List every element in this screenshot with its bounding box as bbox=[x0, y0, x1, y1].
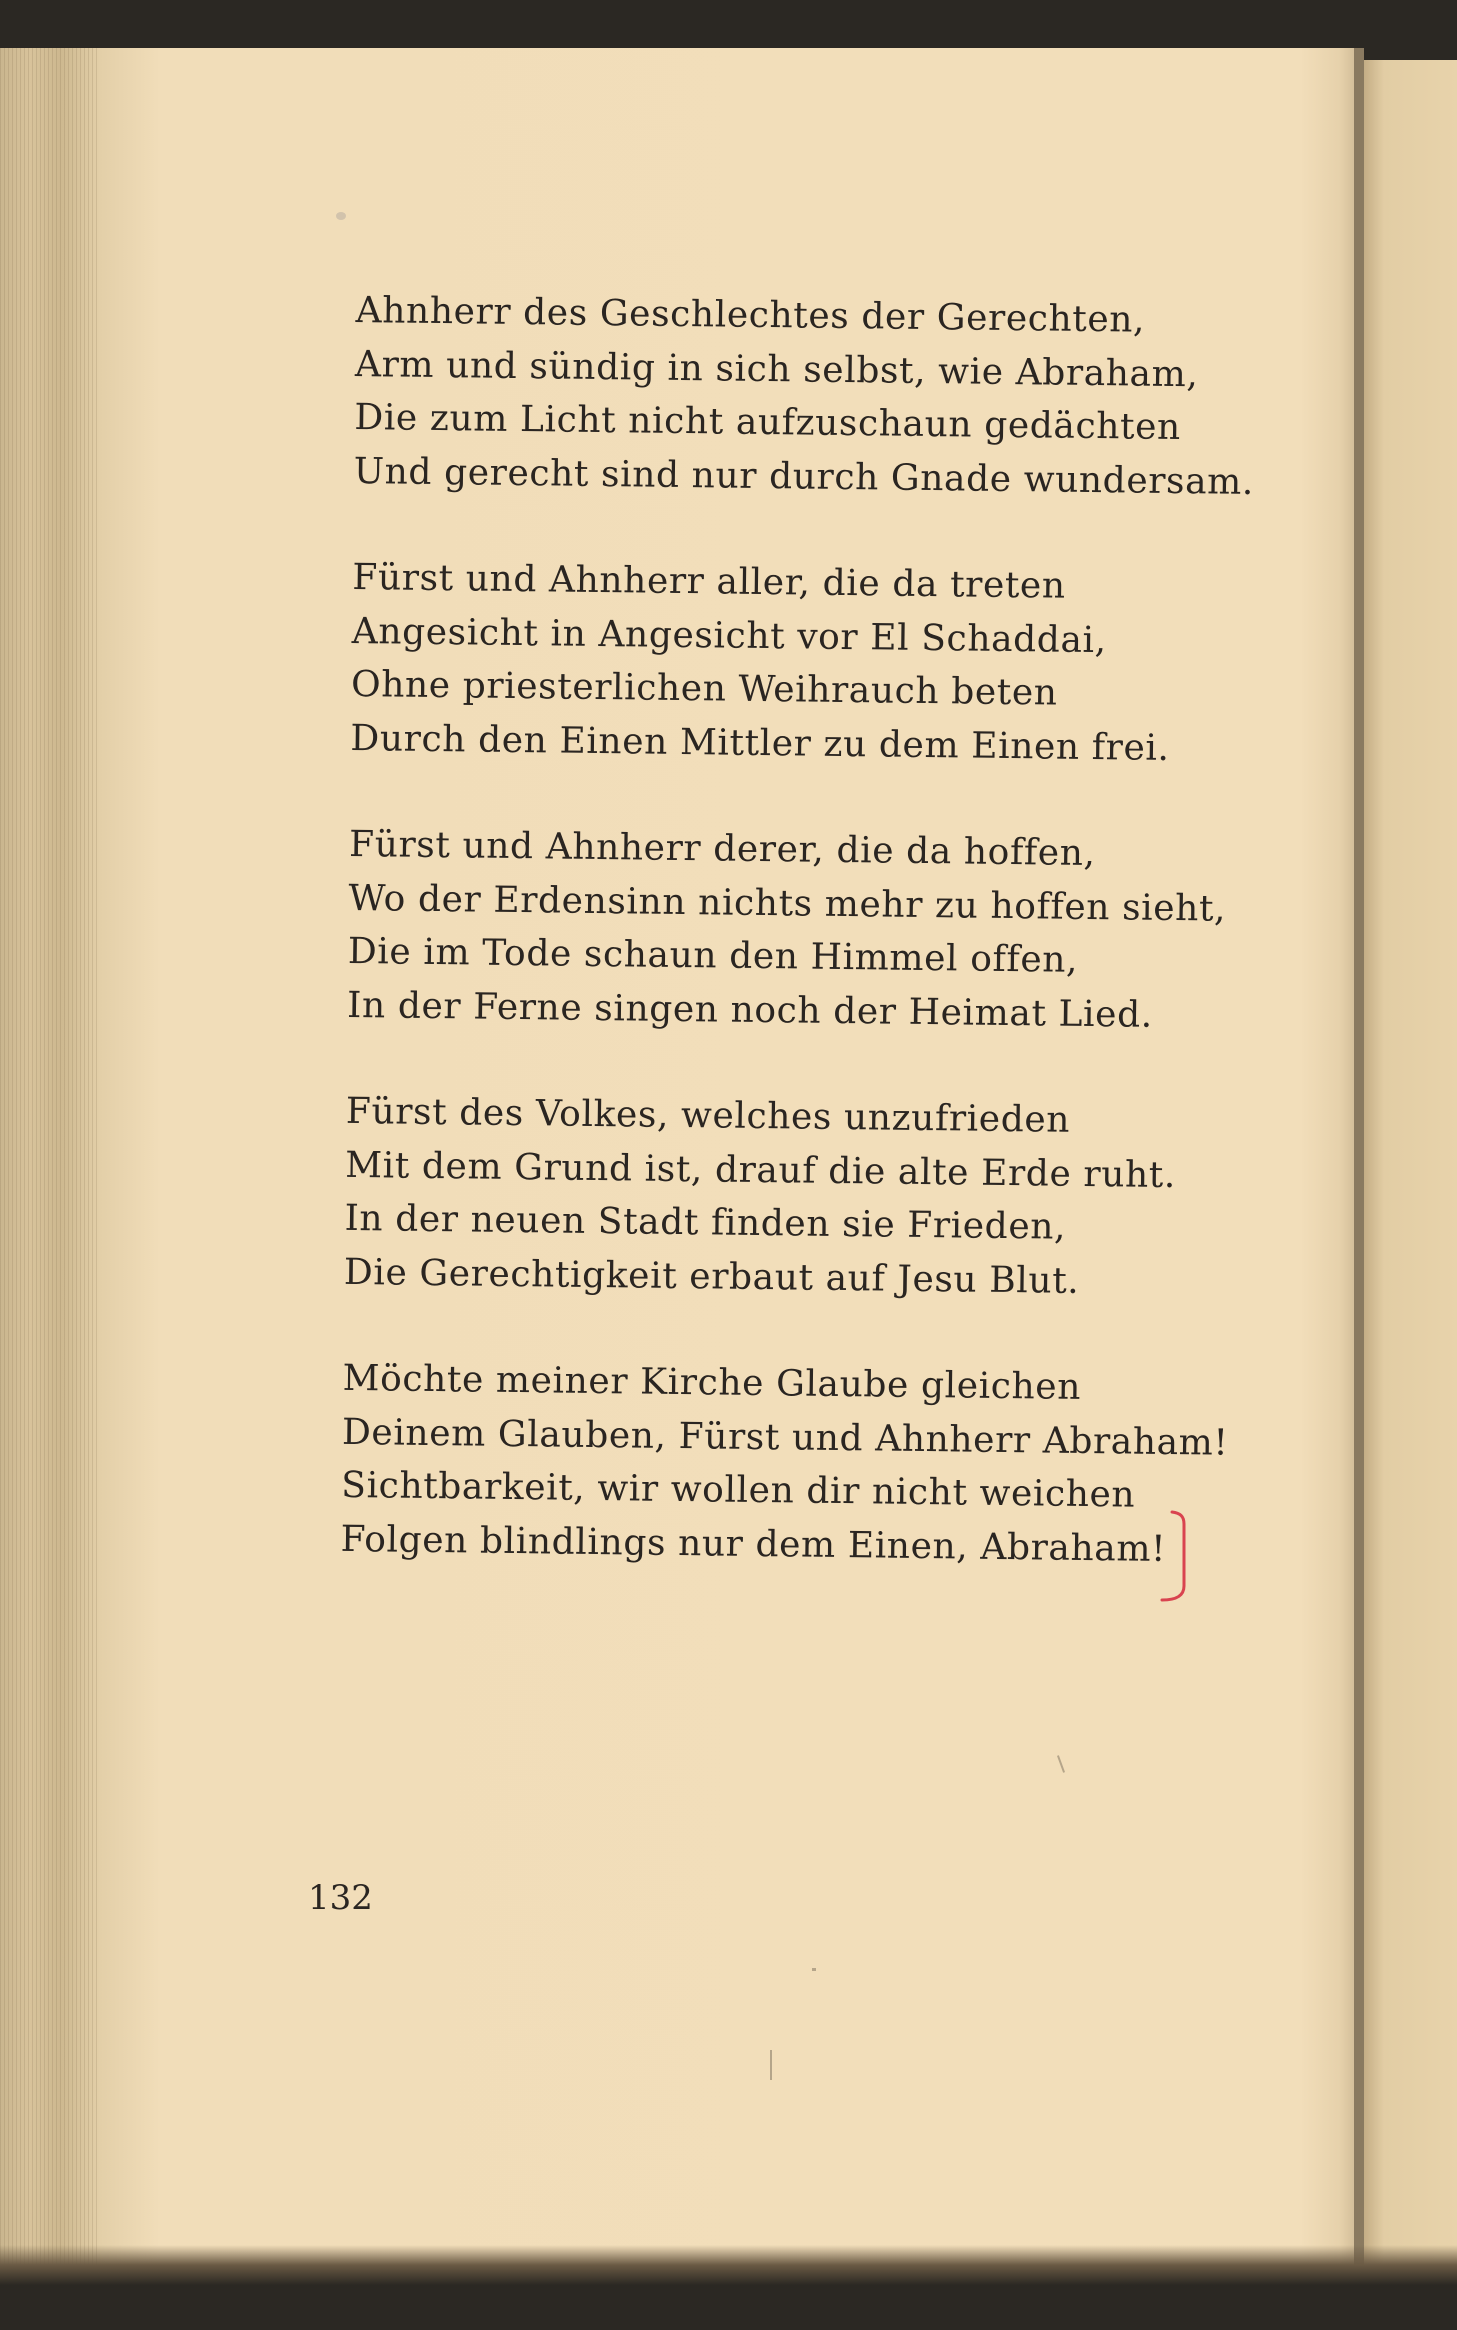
bottom-edge bbox=[0, 2245, 1457, 2285]
poem-line: Die Gerechtigkeit erbaut auf Jesu Blut. bbox=[343, 1251, 1080, 1302]
poem-line: Angesicht in Angesicht vor El Schaddai, bbox=[351, 610, 1107, 661]
poem-line: Deinem Glauben, Fürst und Ahnherr Abraham! bbox=[341, 1411, 1229, 1464]
stanza-5 bbox=[340, 1352, 1263, 1577]
stanza-4 bbox=[344, 1085, 1267, 1310]
poem-line: Ahnherr des Geschlechtes der Gerechten, bbox=[355, 289, 1146, 341]
stanza-3 bbox=[347, 818, 1270, 1043]
poem-line: Und gerecht sind nur durch Gnade wundersam. bbox=[353, 450, 1255, 503]
page-edges bbox=[0, 48, 100, 2273]
poem-line: In der Ferne singen noch der Heimat Lied. bbox=[346, 984, 1154, 1036]
poem-line: Möchte meiner Kirche Glaube gleichen bbox=[342, 1357, 1082, 1408]
poem bbox=[340, 284, 1276, 1630]
facing-page-edge bbox=[1364, 60, 1457, 2270]
paper-speck bbox=[336, 212, 346, 220]
poem-line: Sichtbarkeit, wir wollen dir nicht weichen bbox=[341, 1464, 1136, 1516]
poem-line: Folgen blindlings nur dem Einen, Abraham! bbox=[340, 1518, 1167, 1570]
poem-line: Die im Tode schaun den Himmel offen, bbox=[347, 930, 1079, 981]
book-gutter bbox=[1354, 48, 1364, 2273]
page-number: 132 bbox=[308, 1878, 373, 1918]
poem-line: Die zum Licht nicht aufzuschaun gedächten bbox=[354, 396, 1182, 449]
stanza-1 bbox=[353, 284, 1276, 509]
poem-line: Fürst und Ahnherr derer, die da hoffen, bbox=[348, 823, 1096, 875]
paper-speck bbox=[812, 1968, 816, 1971]
paper-speck bbox=[770, 2050, 772, 2080]
poem-line: Ohne priesterlichen Weihrauch beten bbox=[350, 663, 1058, 714]
poem-line: Fürst des Volkes, welches unzufrieden bbox=[345, 1090, 1071, 1141]
pencil-bracket-stroke bbox=[1162, 1512, 1184, 1600]
poem-line: In der neuen Stadt finden sie Frieden, bbox=[344, 1197, 1067, 1248]
poem-line: Fürst und Ahnherr aller, die da treten bbox=[352, 556, 1066, 607]
stanza-2 bbox=[350, 551, 1273, 776]
poem-line: Mit dem Grund ist, drauf die alte Erde ruht. bbox=[344, 1144, 1177, 1196]
poem-line: Wo der Erdensinn nichts mehr zu hoffen sieht, bbox=[348, 877, 1227, 930]
poem-line: Durch den Einen Mittler zu dem Einen frei. bbox=[350, 717, 1170, 769]
poem-line: Arm und sündig in sich selbst, wie Abraham, bbox=[354, 343, 1199, 395]
pencil-bracket-mark bbox=[1150, 1508, 1210, 1608]
